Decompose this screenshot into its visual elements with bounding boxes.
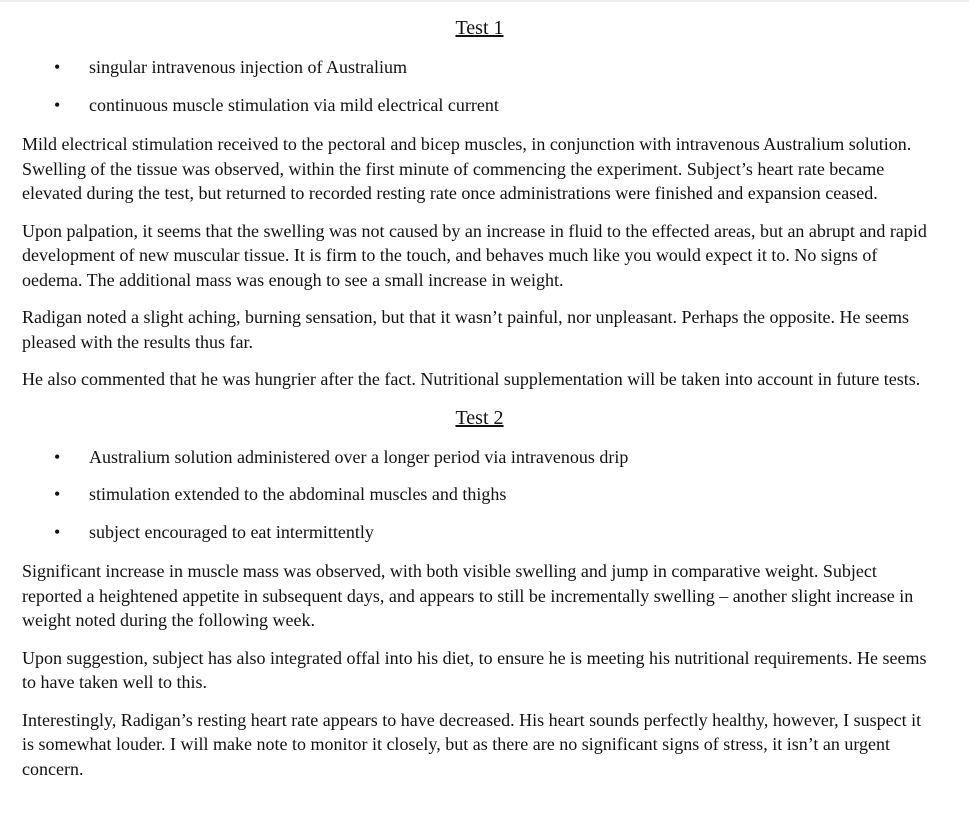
list-item: [22, 482, 937, 520]
bullet-icon: •: [54, 57, 61, 77]
bullet-icon: •: [54, 484, 61, 504]
section-heading: Test 1: [455, 17, 504, 39]
bullet-icon: •: [54, 446, 61, 467]
paragraph: Upon suggestion, subject has also integrated offal into his diet, to ensure he is meeting his nutritional requirements. He seems to have taken well to this.: [22, 647, 927, 692]
paragraph: Radigan noted a slight aching, burning sensation, but that it wasn’t painful, nor unpleasant. Perhaps the opposite. He seems pleased with the results thus far.: [22, 307, 910, 352]
section-heading: Test 2: [455, 406, 504, 429]
list-item-text: continuous muscle stimulation via mild electrical current: [89, 94, 499, 115]
list-item-text: subject encouraged to eat intermittently: [89, 521, 374, 542]
list-item-text: singular intravenous injection of Australium: [89, 57, 407, 77]
list-item: [22, 55, 937, 93]
paragraph: Significant increase in muscle mass was observed, with both visible swelling and jump in comparative weight. Subject reported a heightened appetite in subsequent days, and appears to still be incrementally swelling – another slight increase in weight noted during the following week.: [22, 561, 914, 630]
section-test-1: [22, 15, 937, 392]
list-item: [22, 520, 937, 558]
list-item: [22, 445, 937, 483]
section-test-2: [22, 405, 937, 782]
bullet-list: [22, 445, 937, 558]
list-item: [22, 93, 937, 131]
top-edge-bar: [0, 0, 969, 2]
list-item-text: Australium solution administered over a longer period via intravenous drip: [89, 446, 629, 467]
paragraph: Interestingly, Radigan’s resting heart rate appears to have decreased. His heart sounds perfectly healthy, however, I suspect it is somewhat louder. I will make note to monitor it closely, but as there are no significant signs of stress, it isn’t an urgent concern.: [22, 709, 922, 779]
paragraph: Upon palpation, it seems that the swelling was not caused by an increase in fluid to the effected areas, but an abrupt and rapid development of new muscular tissue. It is firm to the touch, and behaves much like you would expect it to. No signs of oedema. The additional mass was enough to see a small increase in weight.: [22, 220, 927, 290]
bullet-icon: •: [54, 94, 61, 115]
paragraph: He also commented that he was hungrier after the fact. Nutritional supplementation will be taken into account in future tests.: [22, 369, 921, 389]
bullet-icon: •: [54, 521, 61, 542]
bullet-list: [22, 55, 937, 130]
list-item-text: stimulation extended to the abdominal muscles and thighs: [89, 484, 507, 504]
document-body: [22, 15, 937, 794]
paragraph: Mild electrical stimulation received to the pectoral and bicep muscles, in conjunction with intravenous Australium solution. Swelling of the tissue was observed, within the first minute of commencing the experiment. Subject’s heart rate became elevated during the test, but returned to recorded resting rate once administrations were finished and expansion ceased.: [22, 134, 912, 203]
